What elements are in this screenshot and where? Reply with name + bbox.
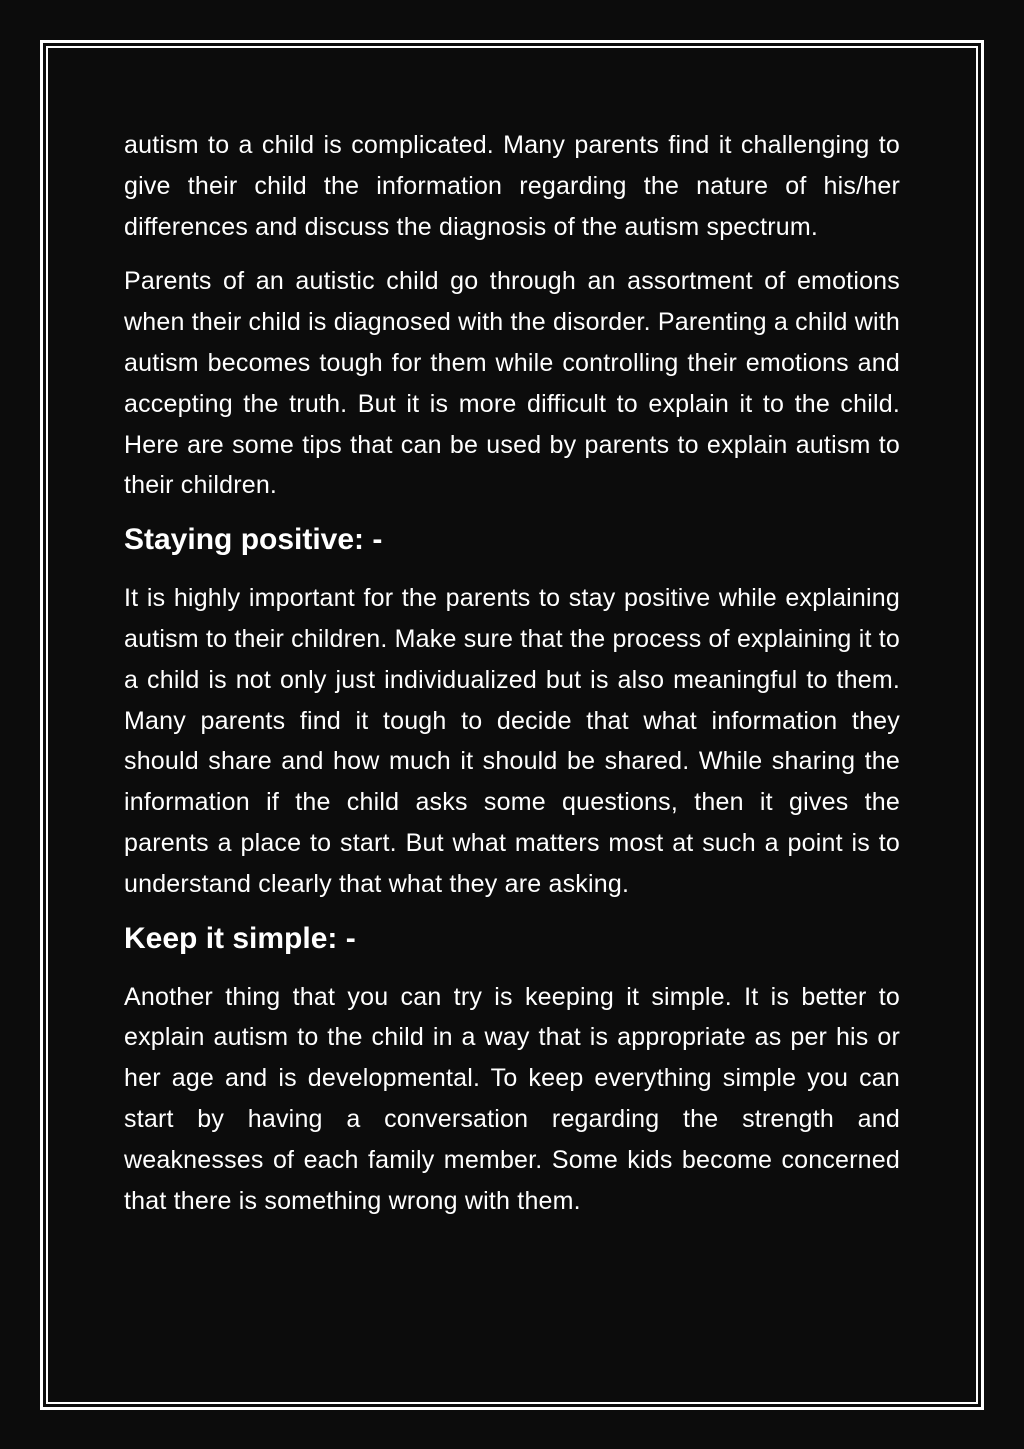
section-body-staying-positive: It is highly important for the parents to stay positive while explaining autism to their children. Make sure that the process of explaining it to a child is not only just individualized but is also meaningful to them. Many parents find it tough to decide that what information they should share and how much it should be shared. While sharing the information if the child asks some questions, then it gives the parents a place to start. But what matters most at such a point is to understand clearly that what they are asking.	[124, 584, 900, 898]
page-content	[124, 125, 900, 1235]
section-heading-keep-it-simple: Keep it simple: -	[124, 921, 356, 955]
intro-paragraph-1: autism to a child is complicated. Many parents find it challenging to give their child the information regarding the nature of his/her differences and discuss the diagnosis of the autism spectrum.	[124, 131, 900, 241]
intro-paragraph-2: Parents of an autistic child go through an assortment of emotions when their child is diagnosed with the disorder. Parenting a child with autism becomes tough for them while controlling their emotions and accepting the truth. But it is more difficult to explain it to the child. Here are some tips that can be used by parents to explain autism to their children.	[124, 267, 900, 500]
section-heading-staying-positive: Staying positive: -	[124, 523, 383, 557]
section-body-keep-it-simple: Another thing that you can try is keeping it simple. It is better to explain autism to the child in a way that is appropriate as per his or her age and is developmental. To keep everything simple you can start by having a conversation regarding the strength and weaknesses of each family member. Some kids become concerned that there is something wrong with them.	[124, 982, 900, 1215]
